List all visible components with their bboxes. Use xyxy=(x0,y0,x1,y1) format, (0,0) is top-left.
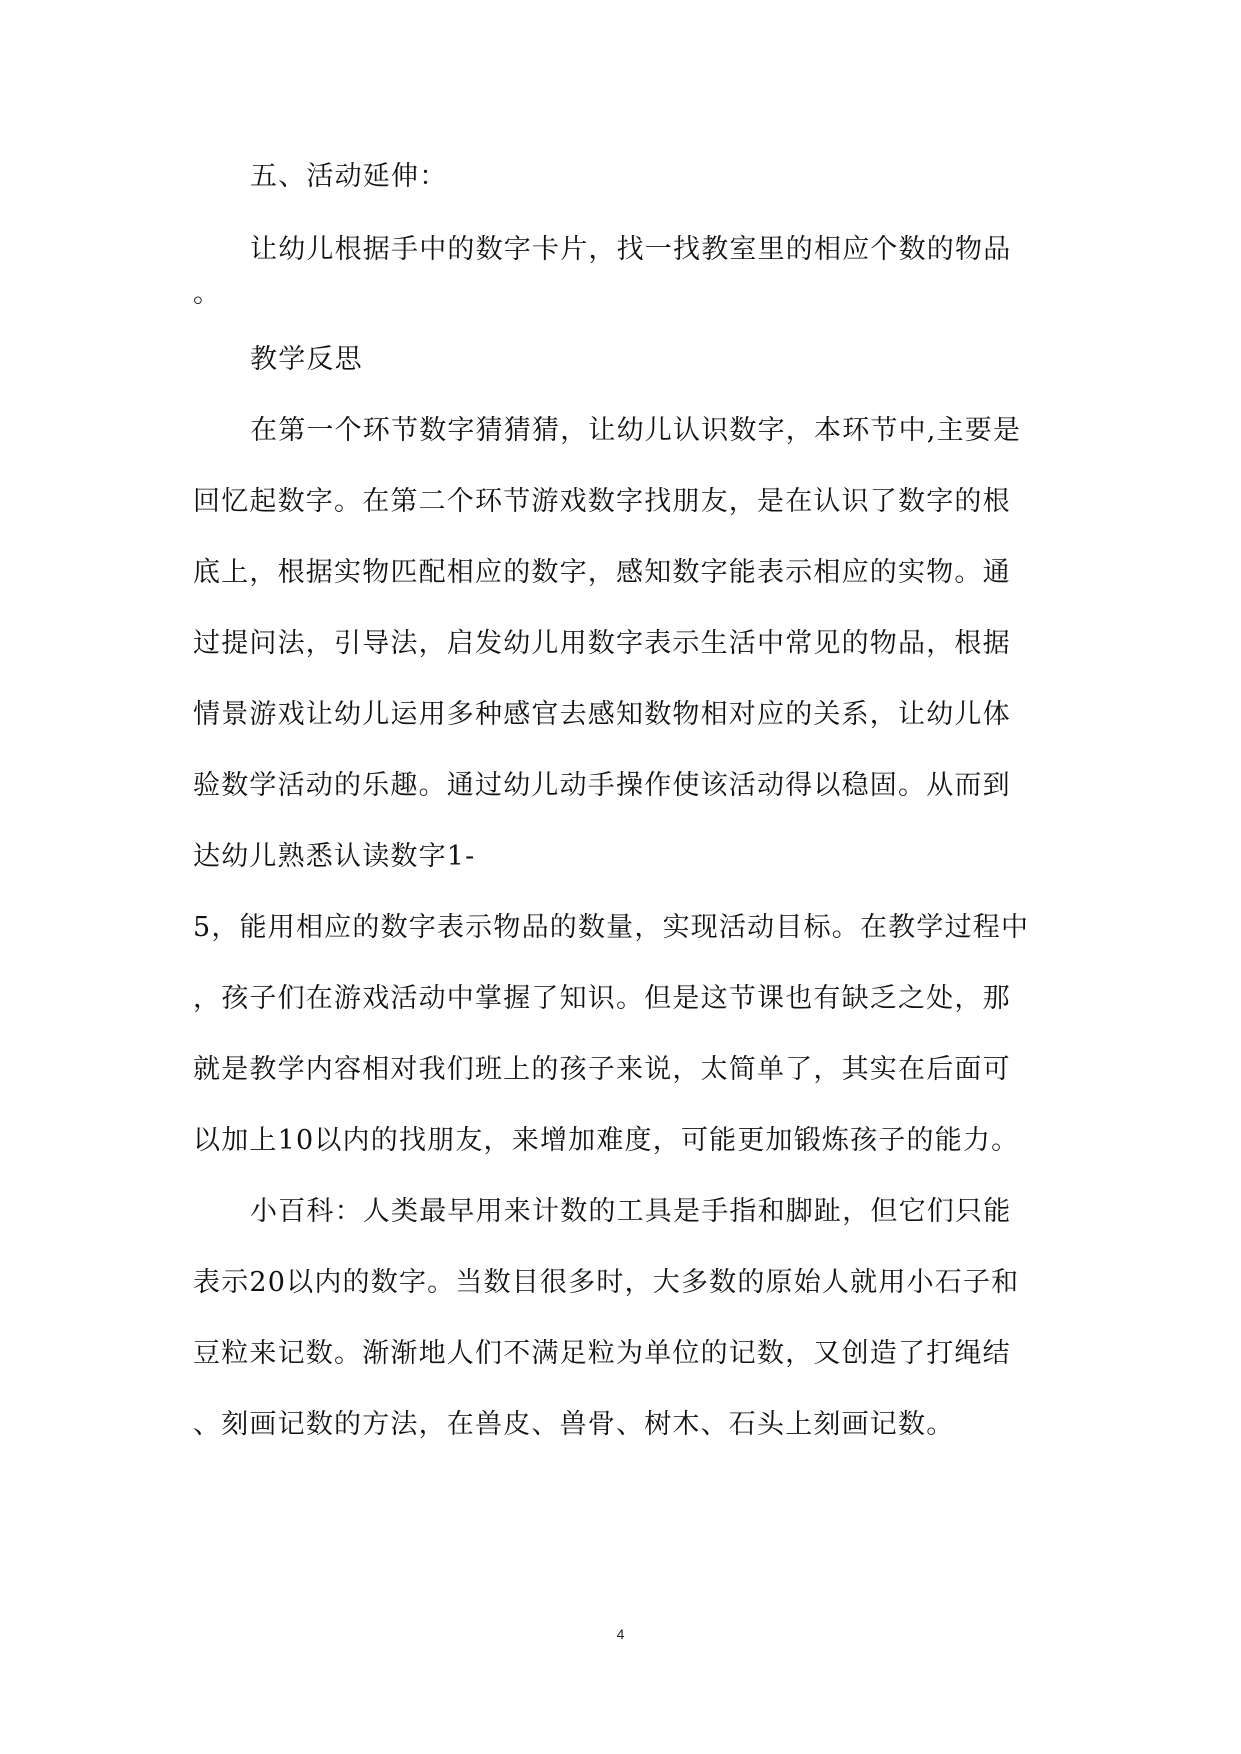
paragraph-line: 5，能用相应的数字表示物品的数量，实现活动目标。在教学过程中 xyxy=(193,912,1030,943)
paragraph-line: 以加上10以内的找朋友，来增加难度，可能更加锻炼孩子的能力。 xyxy=(193,1125,1020,1156)
paragraph-line: 在第一个环节数字猜猜猜，让幼儿认识数字，本环节中,主要是 xyxy=(250,415,1022,446)
paragraph-line: 表示20以内的数字。当数目很多时，大多数的原始人就用小石子和 xyxy=(193,1267,1020,1298)
paragraph-line: ，孩子们在游戏活动中掌握了知识。但是这节课也有缺乏之处，那 xyxy=(193,983,1011,1014)
paragraph-line: 就是教学内容相对我们班上的孩子来说，太简单了，其实在后面可 xyxy=(193,1054,1011,1085)
paragraph-line: 回忆起数字。在第二个环节游戏数字找朋友，是在认识了数字的根 xyxy=(193,486,1011,517)
paragraph-line: 验数学活动的乐趣。通过幼儿动手操作使该活动得以稳固。从而到 xyxy=(193,770,1011,801)
paragraph-line: 、刻画记数的方法，在兽皮、兽骨、树木、石头上刻画记数。 xyxy=(193,1409,955,1440)
paragraph-line: 过提问法，引导法，启发幼儿用数字表示生活中常见的物品，根据 xyxy=(193,628,1011,659)
paragraph-line: 。 xyxy=(193,278,222,309)
paragraph-line: 豆粒来记数。渐渐地人们不满足粒为单位的记数，又创造了打绳结 xyxy=(193,1338,1011,1369)
paragraph-line: 底上，根据实物匹配相应的数字，感知数字能表示相应的实物。通 xyxy=(193,557,1011,588)
section-heading-teaching-reflection: 教学反思 xyxy=(250,344,363,375)
section-heading-activity-extension: 五、活动延伸： xyxy=(250,161,448,192)
paragraph-line: 让幼儿根据手中的数字卡片，找一找教室里的相应个数的物品 xyxy=(250,234,1012,265)
paragraph-line-encyclopedia: 小百科：人类最早用来计数的工具是手指和脚趾，但它们只能 xyxy=(250,1196,1012,1227)
paragraph-line: 情景游戏让幼儿运用多种感官去感知数物相对应的关系，让幼儿体 xyxy=(193,699,1011,730)
page-number: 4 xyxy=(616,1626,625,1642)
paragraph-line: 达幼儿熟悉认读数字1- xyxy=(193,841,476,872)
